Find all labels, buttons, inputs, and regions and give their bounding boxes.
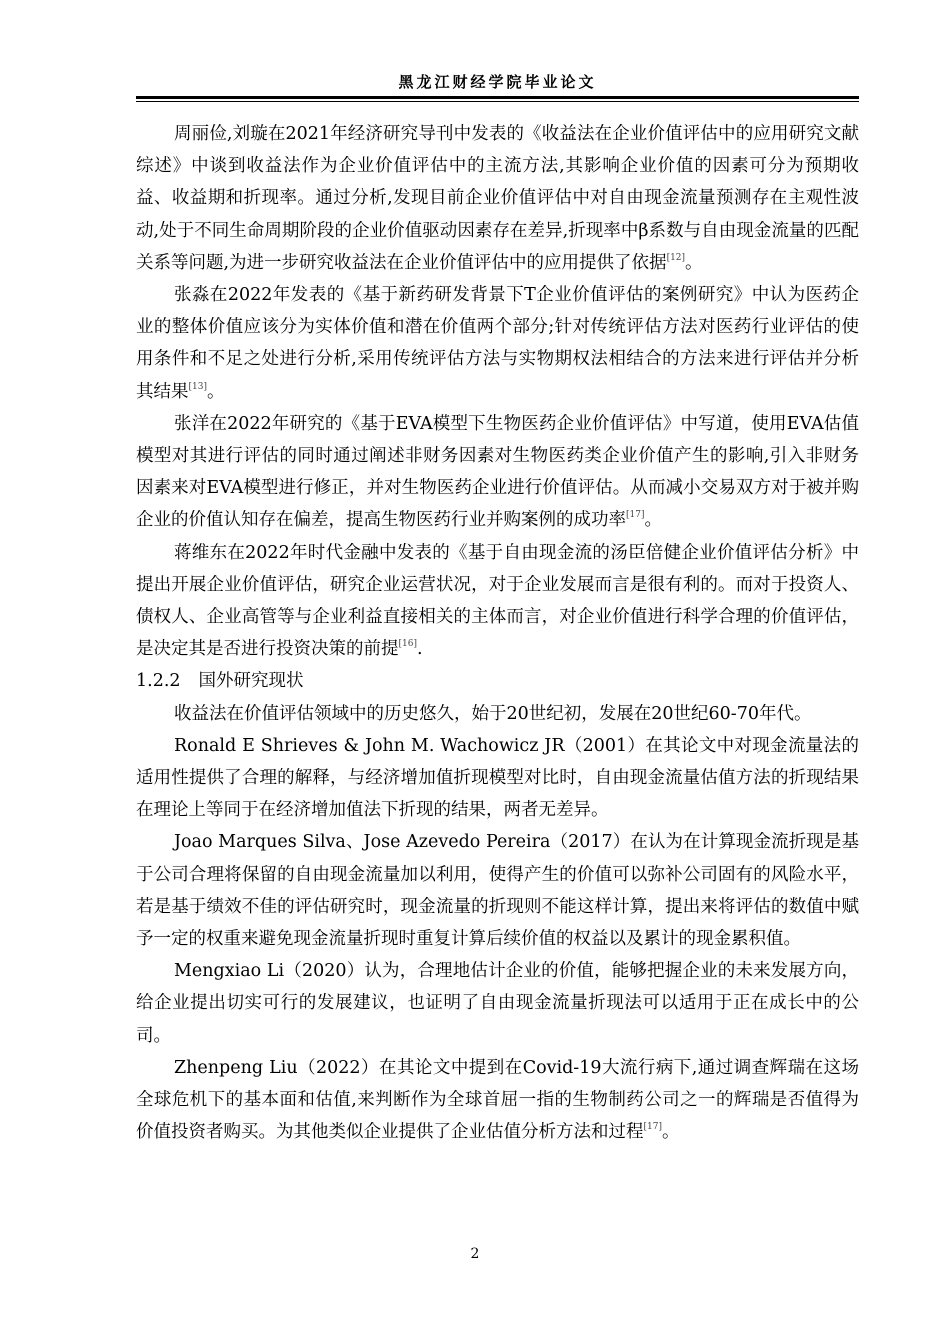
page-number: 2 [470, 1246, 480, 1262]
citation: [17] [626, 510, 645, 521]
section-number: 1.2.2 [136, 671, 181, 692]
body-content [136, 118, 859, 1149]
citation: [17] [643, 1122, 662, 1133]
header-rule-thin [136, 101, 859, 102]
paragraph-zhang-miao: 张淼在2022年发表的《基于新药研发背景下T企业价值评估的案例研究》中认为医药企业的整体价值应该分为实体价值和潜在价值两个部分;针对传统评估方法对医药行业评估的使用条件和不足之处进行分析,采用传统评估方法与实物期权法相结合的方法来进行评估并分析其结果[13]。 [136, 285, 859, 402]
paragraph-liu: Zhenpeng Liu（2022）在其论文中提到在Covid-19大流行病下,通过调查辉瑞在这场全球危机下的基本面和估值,来判断作为全球首屈一指的生物制药公司之一的辉瑞是否值得为价值投资者购买。为其他类似企业提供了企业估值分析方法和过程[17]。 [136, 1057, 859, 1143]
paragraph-shrieves: Ronald E Shrieves & John M. Wachowicz JR（2001）在其论文中对现金流量法的适用性提供了合理的解释，与经济增加值折现模型对比时，自由现金流量估值方法的折现结果在理论上等同于在经济增加值法下折现的结果，两者无差异。 [136, 735, 859, 821]
paragraph-li: Mengxiao Li（2020）认为，合理地估计企业的价值，能够把握企业的未来发展方向，给企业提出切实可行的发展建议，也证明了自由现金流量折现法可以适用于正在成长中的公司。 [136, 961, 859, 1046]
section-title: 国外研究现状 [198, 671, 304, 692]
paragraph-zhang-yang: 张洋在2022年研究的《基于EVA模型下生物医药企业价值评估》中写道，使用EVA估值模型对其进行评估的同时通过阐述非财务因素对生物医药类企业价值产生的影响,引入非财务因素来对EVA模型进行修正，并对生物医药企业进行价值评估。从而减小交易双方对于被并购企业的价值认知存在偏差，提高生物医药行业并购案例的成功率[17]。 [136, 413, 859, 531]
section-heading [136, 665, 859, 697]
citation: [12] [666, 252, 686, 263]
header-rule-thick [136, 96, 859, 99]
paragraph-history: 收益法在价值评估领域中的历史悠久，始于20世纪初，发展在20世纪60-70年代。 [174, 703, 812, 724]
paragraph-silva: Joao Marques Silva、Jose Azevedo Pereira（2017）在认为在计算现金流折现是基于公司合理将保留的自由现金流量加以利用，使得产生的价值可以弥补公司固有的风险水平，若是基于绩效不佳的评估研究时，现金流量的折现则不能这样计算，提出来将评估的数值中赋予一定的权重来避免现金流量折现时重复计算后续价值的权益以及累计的现金累积值。 [136, 832, 859, 950]
paragraph-zhou: 周丽俭,刘璇在2021年经济研究导刊中发表的《收益法在企业价值评估中的应用研究文献综述》中谈到收益法作为企业价值评估中的主流方法,其影响企业价值的因素可分为预期收益、收益期和折现率。通过分析,发现目前企业价值评估中对自由现金流量预测存在主观性波动,处于不同生命周期阶段的企业价值驱动因素存在差异,折现率中β系数与自由现金流量的匹配关系等问题,为进一步研究收益法在企业价值评估中的应用提供了依据[12]。 [136, 124, 859, 273]
paragraph-jiang: 蒋维东在2022年时代金融中发表的《基于自由现金流的汤臣倍健企业价值评估分析》中提出开展企业价值评估，研究企业运营状况，对于企业发展而言是很有利的。而对于投资人、债权人、企业高管等与企业利益直接相关的主体而言，对企业价值进行科学合理的价值评估，是决定其是否进行投资决策的前提[16]. [136, 542, 859, 660]
citation: [13] [188, 381, 207, 392]
citation: [16] [398, 639, 417, 650]
page-header-title: 黑龙江财经学院毕业论文 [398, 73, 597, 91]
